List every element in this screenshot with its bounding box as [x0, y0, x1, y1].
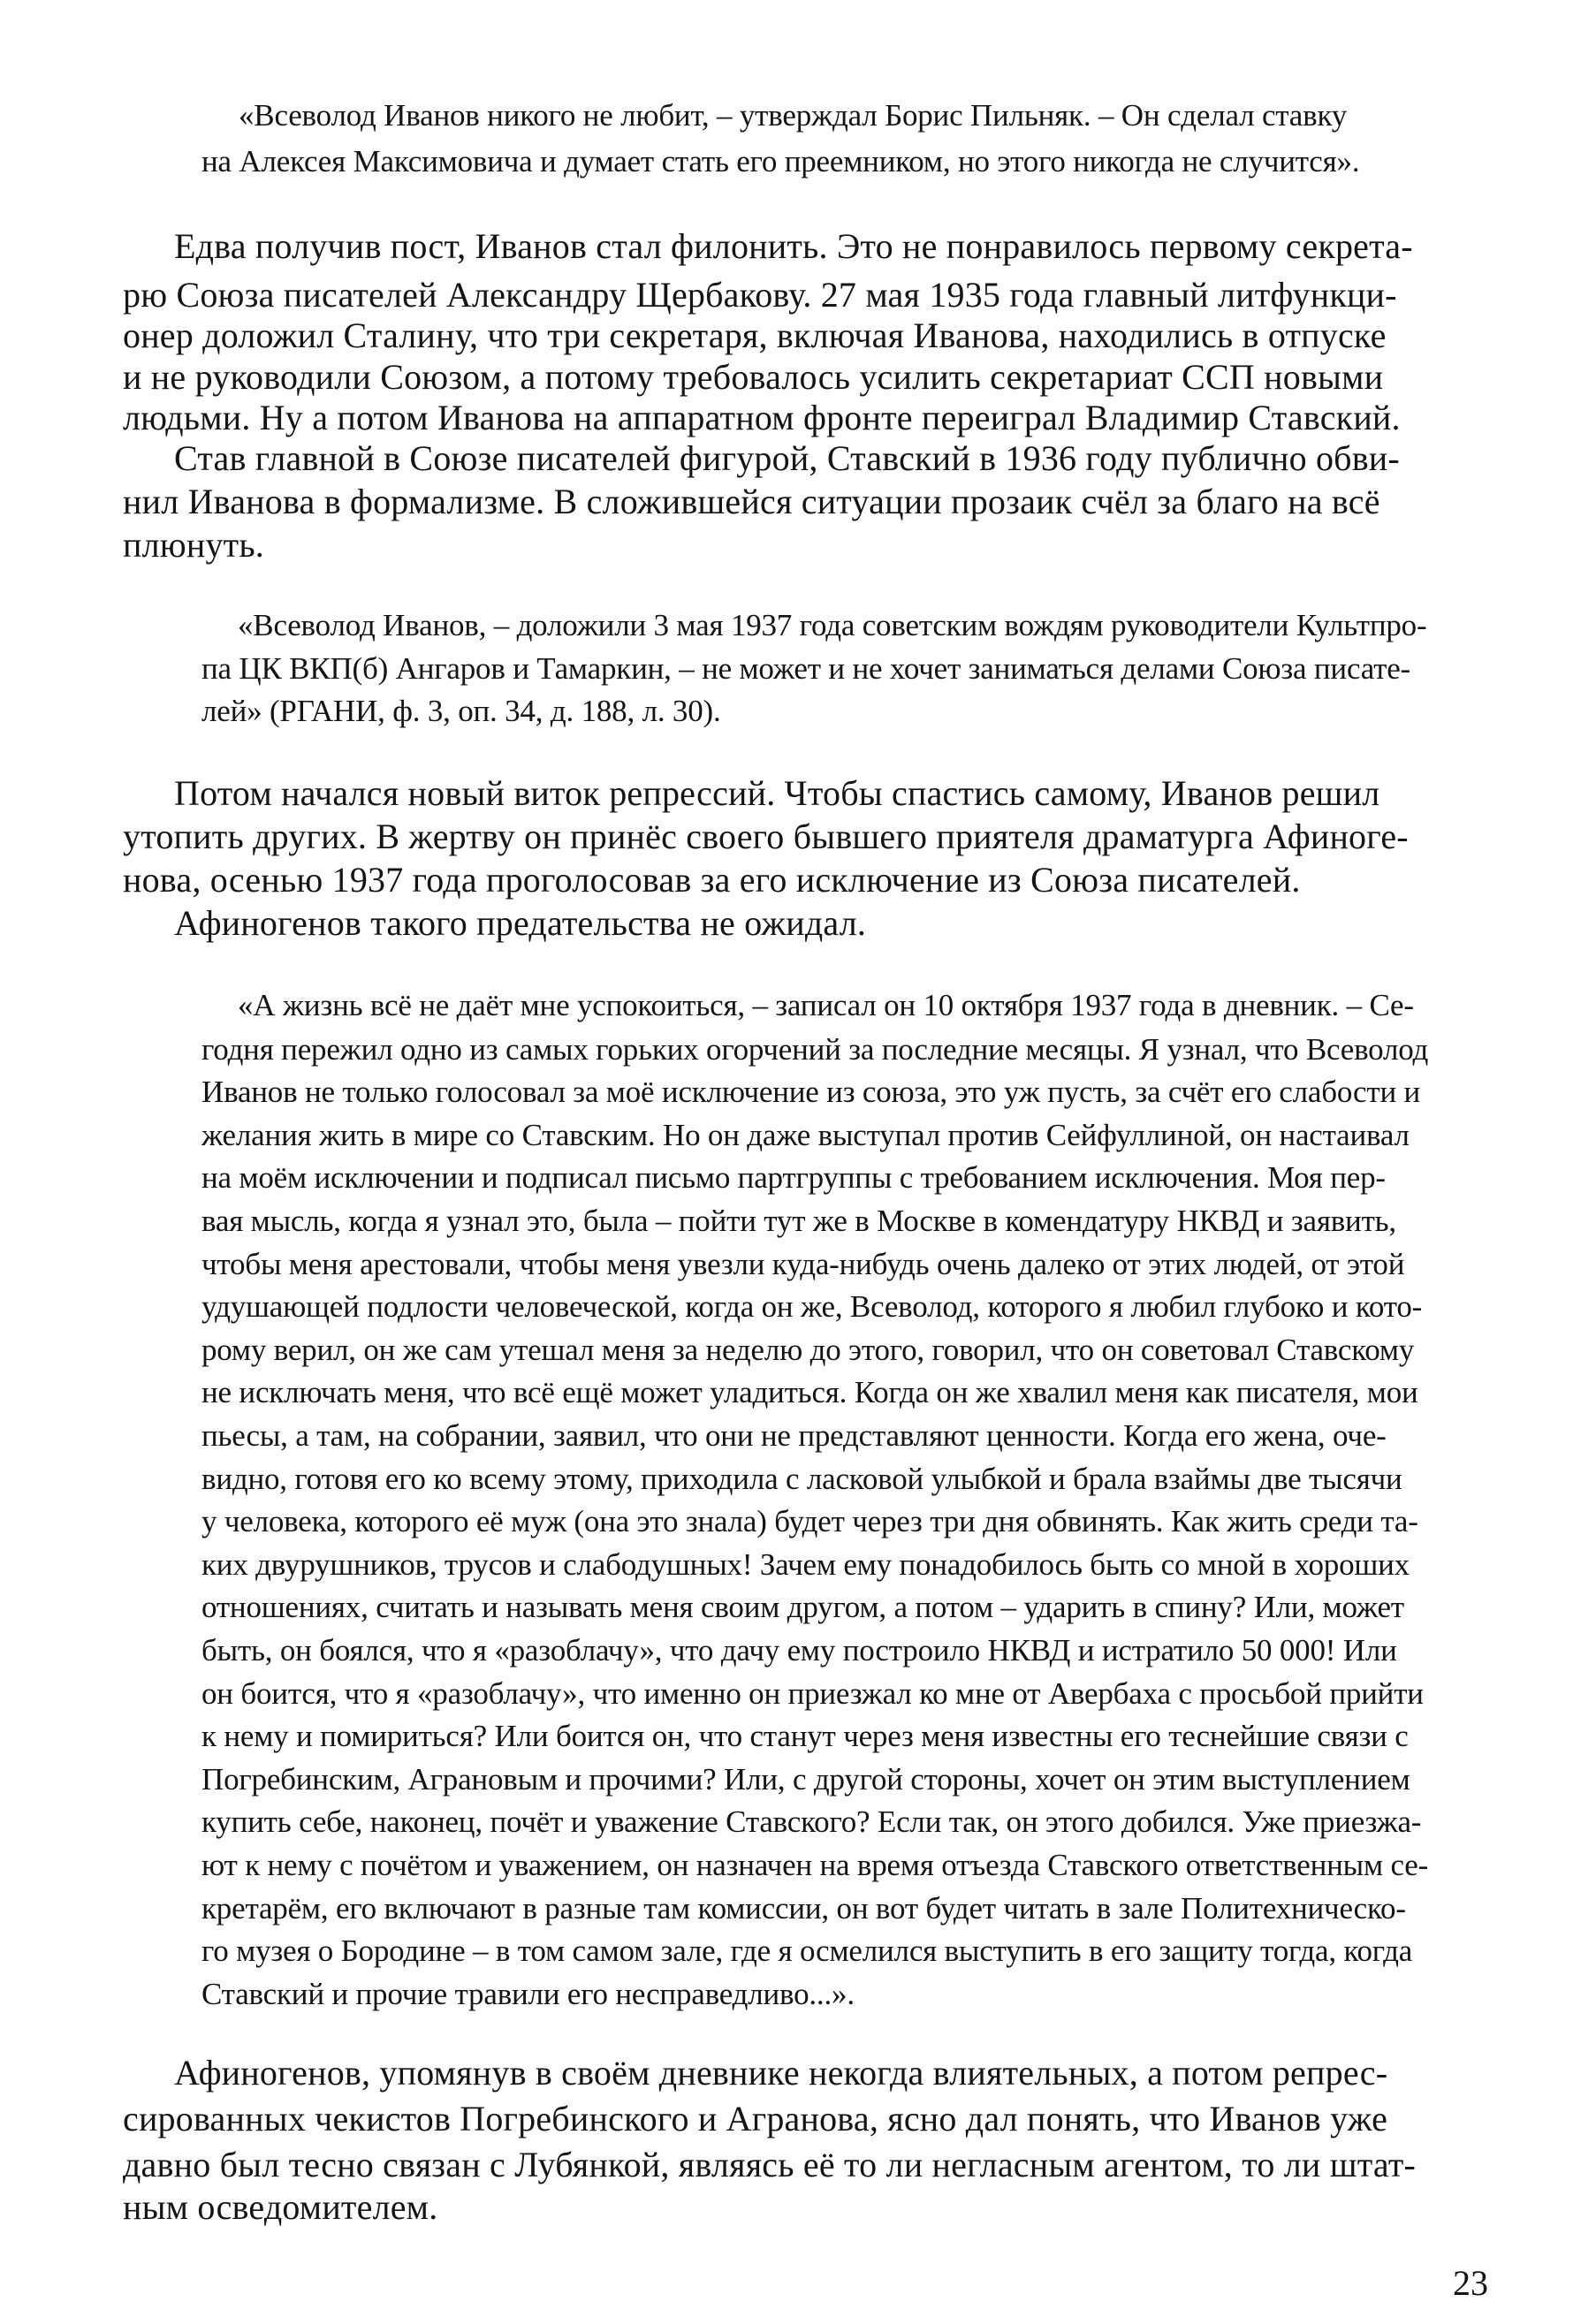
text-line: желания жить в мире со Ставским. Но он даже выступал против Сейфуллиной, он настаивал — [201, 1118, 1410, 1152]
text-line: сированных чекистов Погребинского и Агранова, ясно дал понять, что Иванов уже — [123, 2099, 1388, 2138]
text-line: людьми. Ну а потом Иванова на аппаратном фронте переиграл Владимир Ставский. — [123, 398, 1401, 437]
text-line: быть, он боялся, что я «разоблачу», что дачу ему построило НКВД и истратило 50 000! Или — [201, 1633, 1397, 1667]
text-line: на моём исключении и подписал письмо партгруппы с требованием исключения. Моя пер- — [201, 1160, 1386, 1195]
text-line: чтобы меня арестовали, чтобы меня увезли куда-нибудь очень далеко от этих людей, от этой — [201, 1247, 1405, 1281]
text-line: купить себе, наконец, почёт и уважение Ставского? Если так, он этого добился. Уже приезжа- — [201, 1804, 1422, 1839]
text-line: видно, готовя его ко всему этому, приходила с ласковой улыбкой и брала взаймы две тысячи — [201, 1462, 1402, 1496]
text-line: давно был тесно связан с Лубянкой, являясь её то ли негласным агентом, то ли штат- — [123, 2145, 1417, 2184]
text-line: ным осведомителем. — [123, 2187, 438, 2227]
text-line: «Всеволод Иванов никого не любит, – утверждал Борис Пильняк. – Он сделал ставку — [239, 98, 1348, 133]
text-line: Афиногенов такого предательства не ожидал. — [174, 903, 867, 943]
text-line: Едва получив пост, Иванов стал филонить. Это не понравилось первому секрета- — [174, 226, 1413, 266]
text-line: на Алексея Максимовича и думает стать его преемником, но этого никогда не случится». — [201, 144, 1360, 179]
text-line: нова, осенью 1937 года проголосовав за его исключение из Союза писателей. — [123, 860, 1301, 900]
text-line: пьесы, а там, на собрании, заявил, что они не представляют ценности. Когда его жена, оче- — [201, 1418, 1387, 1453]
text-line: Афиногенов, упомянув в своём дневнике некогда влиятельных, а потом репрес- — [174, 2053, 1388, 2093]
text-line: нил Иванова в формализме. В сложившейся ситуации прозаик счёл за благо на всё — [123, 482, 1380, 521]
text-line: кретарём, его включают в разные там комиссии, он вот будет читать в зале Политехническо- — [201, 1891, 1406, 1926]
text-line: плюнуть. — [123, 525, 264, 565]
text-line: ют к нему с почётом и уважением, он назначен на время отъезда Ставского ответственным се- — [201, 1848, 1429, 1882]
text-line: Потом начался новый виток репрессий. Чтобы спастись самому, Иванов решил — [174, 773, 1380, 813]
text-line: он боится, что я «разоблачу», что именно он приезжал ко мне от Авербаха с просьбой прийти — [201, 1676, 1424, 1711]
text-line: утопить других. В жертву он принёс своего бывшего приятеля драматурга Афиноге- — [123, 817, 1409, 856]
text-line: рю Союза писателей Александру Щербакову. 27 мая 1935 года главный литфункци- — [123, 275, 1397, 315]
text-line: не исключать меня, что всё ещё может уладиться. Когда он же хвалил меня как писателя, мои — [201, 1375, 1418, 1409]
text-line: Ставский и прочие травили его несправедливо...». — [201, 1977, 855, 2011]
page-number: 23 — [1453, 2263, 1488, 2303]
text-line: лей» (РГАНИ, ф. 3, оп. 34, д. 188, л. 30). — [201, 694, 721, 728]
text-line: удушающей подлости человеческой, когда он же, Всеволод, которого я любил глубоко и кото- — [201, 1289, 1423, 1324]
text-line: па ЦК ВКП(б) Ангаров и Тамаркин, – не может и не хочет заниматься делами Союза писате- — [201, 651, 1411, 686]
text-line: онер доложил Сталину, что три секретаря, включая Иванова, находились в отпуске — [123, 315, 1387, 355]
text-line: и не руководили Союзом, а потому требовалось усилить секретариат ССП новыми — [123, 357, 1384, 397]
text-line: вая мысль, когда я узнал это, была – пойти тут же в Москве в комендатуру НКВД и заявить, — [201, 1204, 1396, 1238]
text-line: Став главной в Союзе писателей фигурой, Ставский в 1936 году публично обви- — [174, 438, 1400, 478]
text-line: «А жизнь всё не даёт мне успокоиться, – записал он 10 октября 1937 года в дневник. – Се- — [238, 988, 1414, 1022]
text-line: ких двурушников, трусов и слабодушных! Зачем ему понадобилось быть со мной в хороших — [201, 1547, 1410, 1582]
text-line: Погребинским, Аграновым и прочими? Или, с другой стороны, хочет он этим выступлением — [201, 1762, 1410, 1797]
text-line: рому верил, он же сам утешал меня за неделю до этого, говорил, что он советовал Ставскому — [201, 1333, 1415, 1367]
text-line: го музея о Бородине – в том самом зале, где я осмелился выступить в его защиту тогда, когда — [201, 1933, 1413, 1968]
text-line: годня пережил одно из самых горьких огорчений за последние месяцы. Я узнал, что Всеволод — [201, 1032, 1429, 1067]
text-line: отношениях, считать и называть меня своим другом, а потом – ударить в спину? Или, может — [201, 1590, 1404, 1624]
text-line: Иванов не только голосовал за моё исключение из союза, это уж пусть, за счёт его слабости и — [201, 1075, 1421, 1109]
text-line: к нему и помириться? Или боится он, что станут через меня известны его теснейшие связи с — [201, 1719, 1409, 1753]
text-line: «Всеволод Иванов, – доложили 3 мая 1937 года советским вождям руководители Культпро- — [238, 608, 1427, 642]
text-line: у человека, которого её муж (она это знала) будет через три дня обвинять. Как жить среди та- — [201, 1504, 1418, 1538]
